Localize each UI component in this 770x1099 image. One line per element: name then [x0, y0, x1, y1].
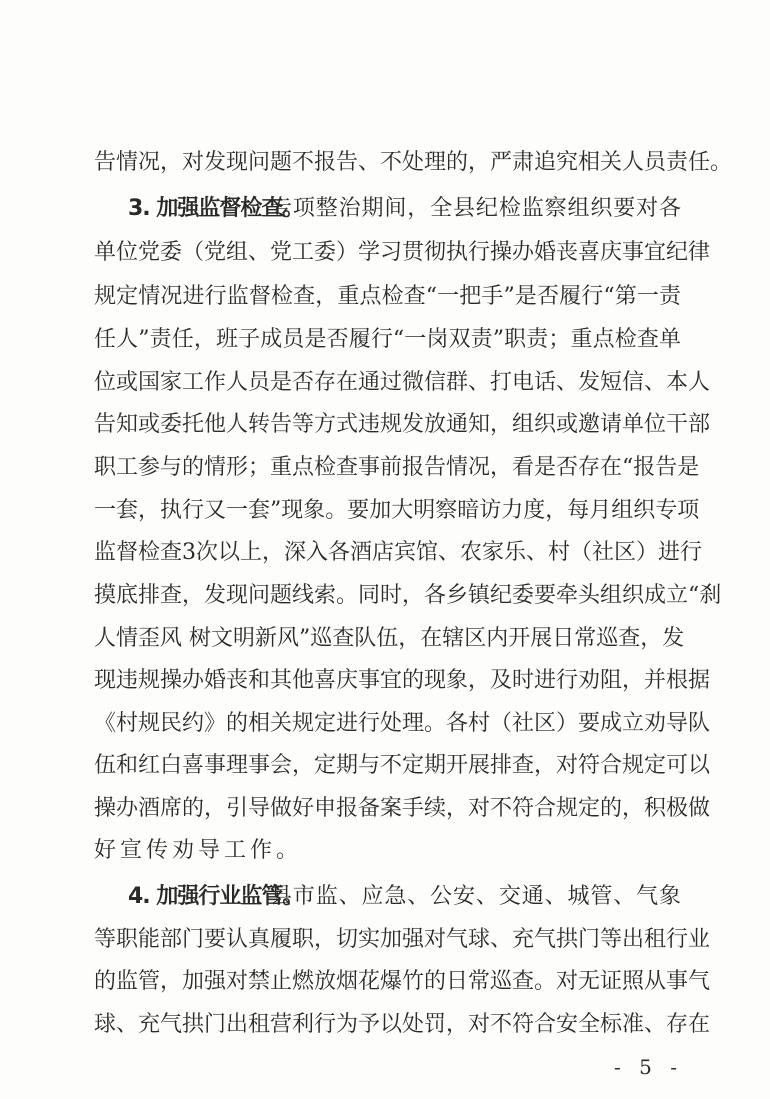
text-line: 规定情况进行监督检查，重点检查“一把手”是否履行“第一责 — [94, 284, 681, 309]
text-line: 单位党委（党组、党工委）学习贯彻执行操办婚丧喜庆事宜纪律 — [94, 240, 711, 265]
text-line: 职工参与的情形；重点检查事前报告情况，看是否存在“报告是 — [94, 455, 700, 480]
text-line: 一套，执行又一套”现象。要加大明察暗访力度，每月组织专项 — [94, 498, 700, 523]
text-line: 现违规操办婚丧和其他喜庆事宜的现象，及时进行劝阻，并根据 — [94, 668, 711, 693]
text-line: 人情歪风 树文明新风”巡查队伍，在辖区内开展日常巡查，发 — [94, 626, 685, 651]
page-number: - 5 - — [614, 1055, 683, 1079]
text-line: 监督检查3次以上，深入各酒店宾馆、农家乐、村（社区）进行 — [94, 540, 702, 565]
text-line: 《村规民约》的相关规定进行处理。各村（社区）要成立劝导队 — [94, 711, 711, 736]
text-line: 球、充气拱门出租营利行为予以处罚，对不符合安全标准、存在 — [94, 1012, 711, 1037]
section-3-heading: 3. 加强监督检查。 — [128, 196, 304, 221]
text-line: 任人”责任，班子成员是否履行“一岗双责”职责；重点检查单 — [94, 327, 681, 352]
section-3-text: 专项整治期间，全县纪检监察组织要对各 — [270, 196, 681, 221]
text-line: 摸底排查，发现问题线索。同时，各乡镇纪委要牵头组织成立“刹 — [94, 583, 722, 608]
text-line: 告情况，对发现问题不报告、不处理的，严肃追究相关人员责任。 — [94, 150, 733, 175]
section-4-text: 县市监、应急、公安、交通、城管、气象 — [270, 884, 681, 909]
text-line: 好宣传劝导工作。 — [94, 838, 303, 863]
text-line: 伍和红白喜事理事会，定期与不定期开展排查，对符合规定可以 — [94, 753, 711, 778]
text-line: 的监管，加强对禁止燃放烟花爆竹的日常巡查。对无证照从事气 — [94, 969, 711, 994]
text-line: 等职能部门要认真履职，切实加强对气球、充气拱门等出租行业 — [94, 927, 711, 952]
text-line: 位或国家工作人员是否存在通过微信群、打电话、发短信、本人 — [94, 370, 711, 395]
section-4-heading: 4. 加强行业监管。 — [128, 884, 304, 909]
text-line: 操办酒席的，引导做好申报备案手续，对不符合规定的，积极做 — [94, 796, 711, 821]
text-line: 告知或委托他人转告等方式违规发放通知，组织或邀请单位干部 — [94, 412, 711, 437]
